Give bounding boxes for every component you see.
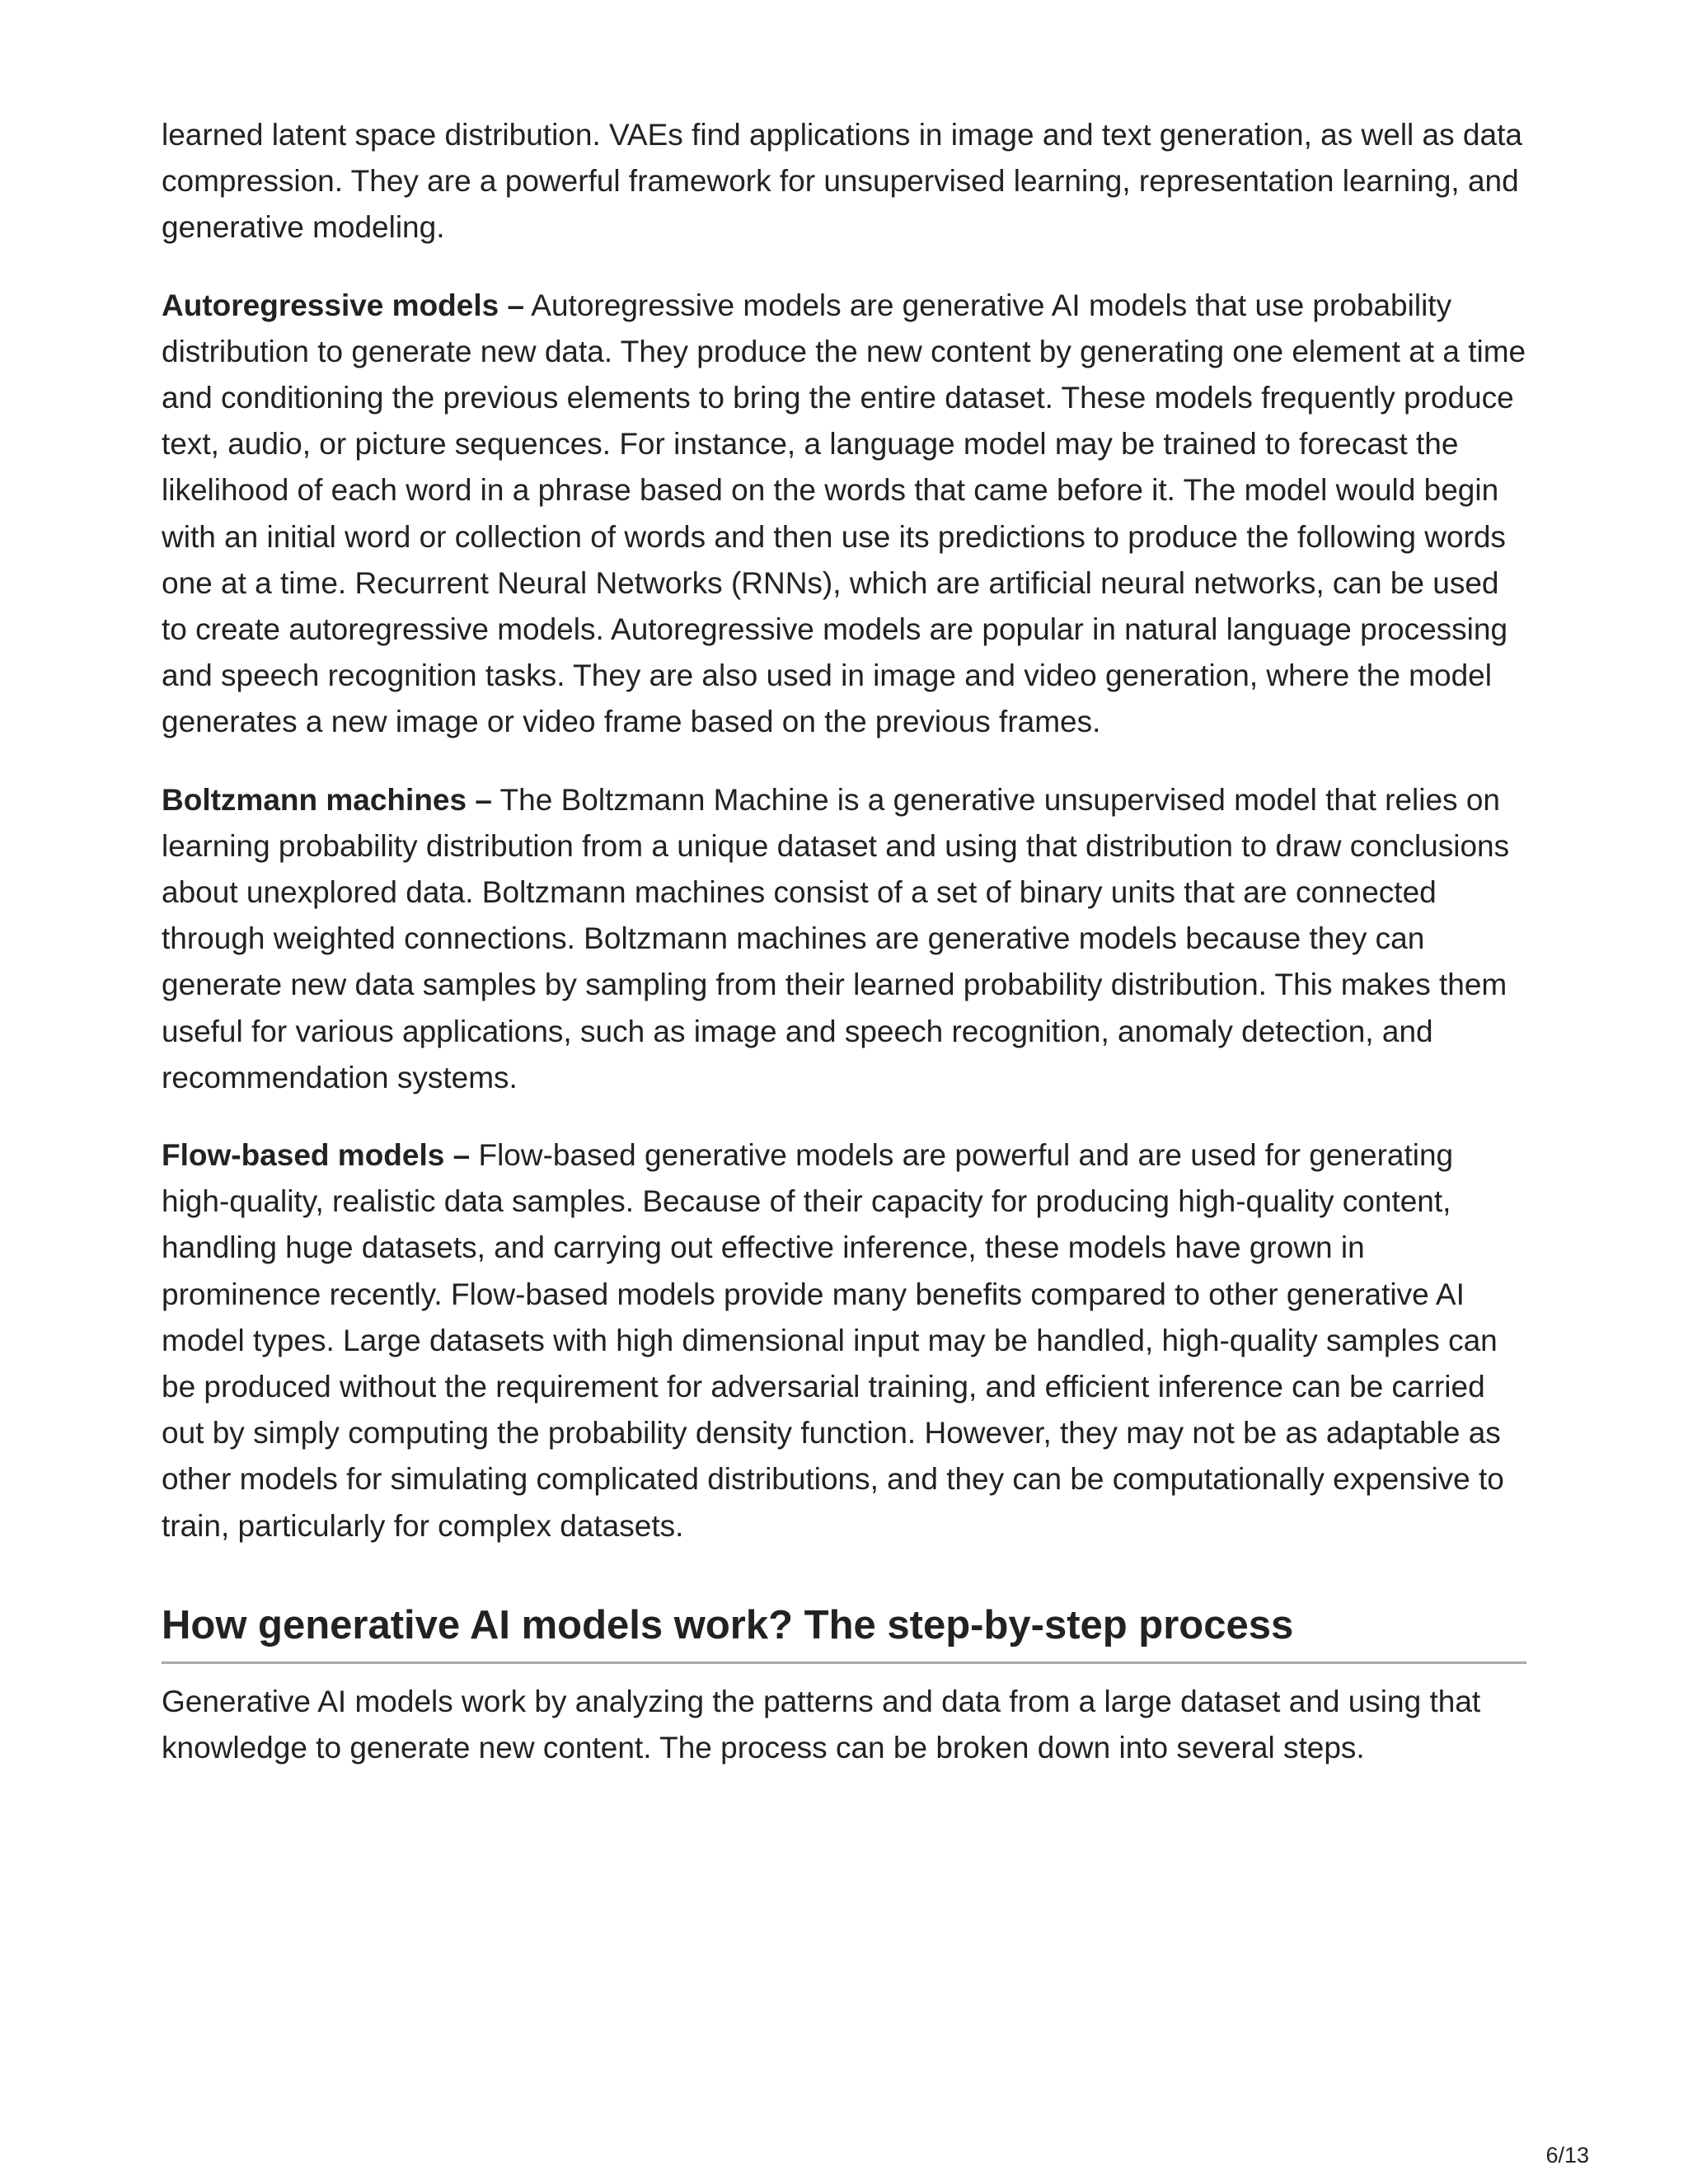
paragraph-section-intro [162,1679,1526,1771]
page-number: 6/13 [1545,2143,1589,2168]
paragraph-text: The Boltzmann Machine is a generative unsupervised model that relies on learning probability distribution from a unique dataset and using that distribution to draw conclusions about unexplored data. Boltzmann machines consist of a set of binary units that are connected through weighted connections. Boltzmann machines are generative models because they can generate new data samples by sampling from their learned probability distribution. This makes them useful for various applications, such as image and speech recognition, anomaly detection, and recommendation systems. [162,782,1510,1094]
section-heading: How generative AI models work? The step-by-step process [162,1599,1526,1664]
paragraph-vae-conclusion [162,112,1526,251]
paragraph-autoregressive-models [162,283,1526,746]
term-boltzmann-machines: Boltzmann machines – [162,782,492,817]
paragraph-text: Autoregressive models are generative AI models that use probability distribution to generate new data. They produce the new content by generating one element at a time and conditioning the previous elements to bring the entire dataset. These models frequently produce text, audio, or picture sequences. For instance, a language model may be trained to forecast the likelihood of each word in a phrase based on the words that came before it. The model would begin with an initial word or collection of words and then use its predictions to produce the following words one at a time. Recurrent Neural Networks (RNNs), which are artificial neural networks, can be used to create autoregressive models. Autoregressive models are popular in natural language processing and speech recognition tasks. They are also used in image and video generation, where the model generates a new image or video frame based on the previous frames. [162,288,1526,739]
paragraph-text: learned latent space distribution. VAEs find applications in image and text generation, as well as data compression. They are a powerful framework for unsupervised learning, representation learning, and generative modeling. [162,118,1522,245]
paragraph-flow-based-models [162,1132,1526,1549]
paragraph-text: Flow-based generative models are powerful and are used for generating high-quality, realistic data samples. Because of their capacity for producing high-quality content, handling huge datasets, and carrying out effective inference, these models have grown in prominence recently. Flow-based models provide many benefits compared to other generative AI model types. Large datasets with high dimensional input may be handled, high-quality samples can be produced without the requirement for adversarial training, and efficient inference can be carried out by simply computing the probability density function. However, they may not be as adaptable as other models for simulating complicated distributions, and they can be computationally expensive to train, particularly for complex datasets. [162,1138,1504,1543]
term-autoregressive-models: Autoregressive models – [162,288,525,322]
document-body [162,112,1526,1802]
term-flow-based-models: Flow-based models – [162,1138,471,1173]
paragraph-text: Generative AI models work by analyzing the patterns and data from a large dataset and using that knowledge to generate new content. The process can be broken down into several steps. [162,1684,1481,1765]
paragraph-boltzmann-machines [162,777,1526,1101]
